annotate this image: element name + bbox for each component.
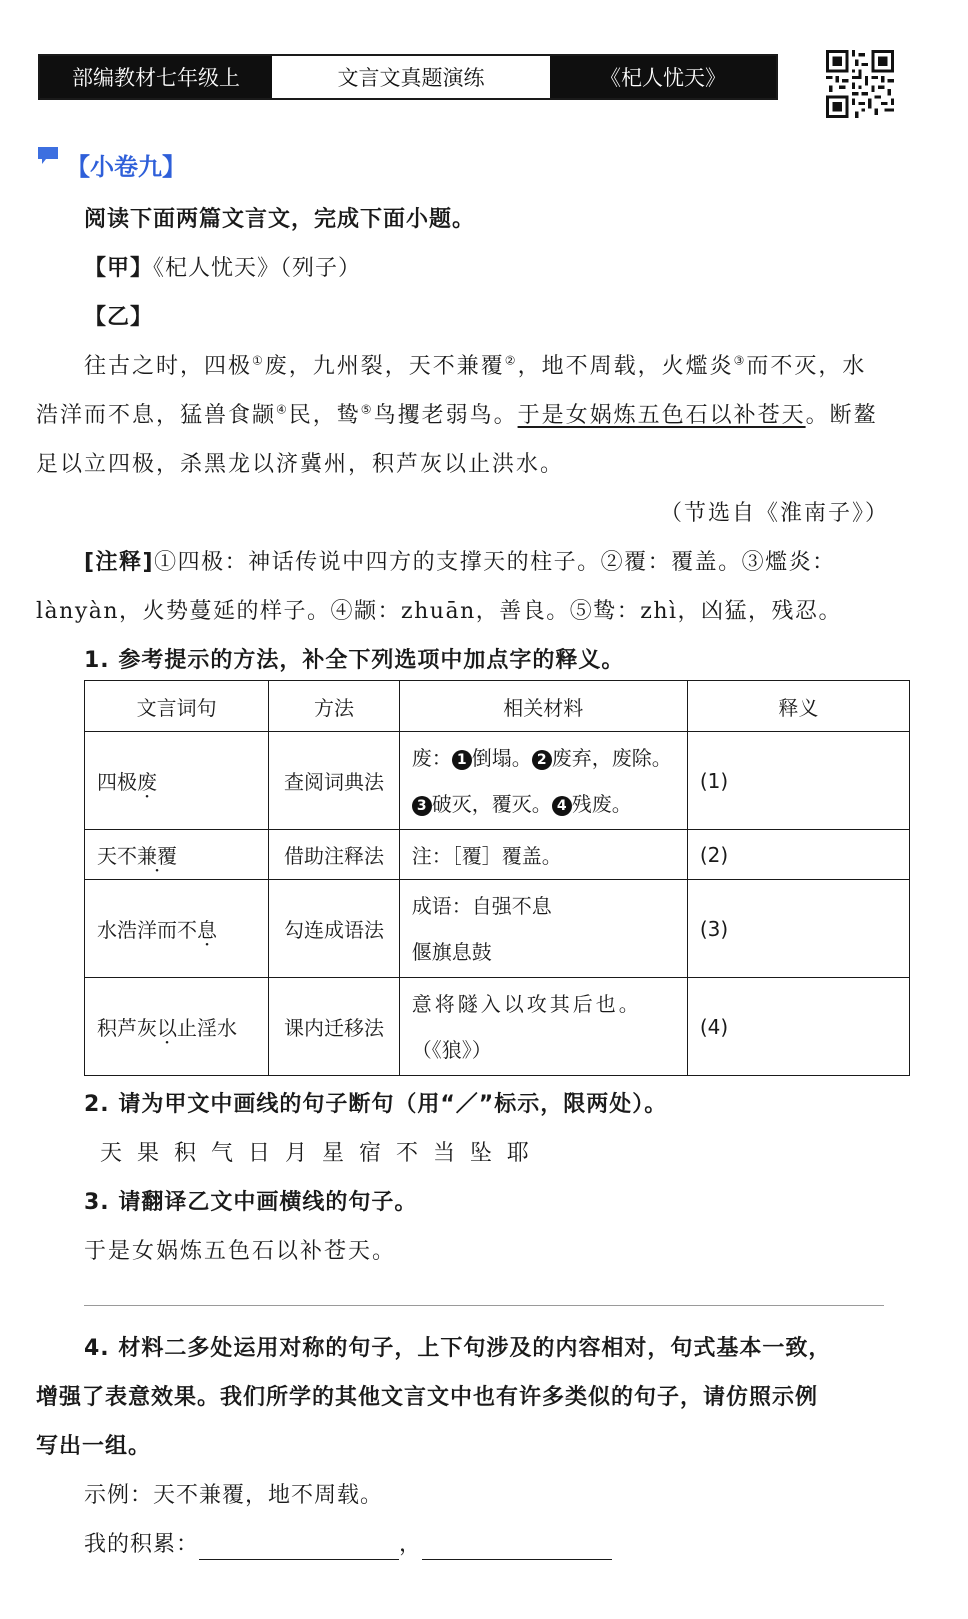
passage-line-2: 浩洋而不息，猛兽食颛④民，鸷⑤鸟攫老弱鸟。于是女娲炼五色石以补苍天。断鳌 — [36, 402, 878, 428]
qr-code-icon — [826, 50, 894, 118]
answer-blank-1[interactable] — [199, 1534, 399, 1560]
q2-prompt: 2. 请为甲文中画线的句子断句（用“／”标示，限两处）。 — [84, 1092, 668, 1117]
phrase-cell: 天不兼覆 — [85, 830, 269, 880]
q2-sentence: 天 果 积 气 日 月 星 宿 不 当 坠 耶 — [100, 1141, 533, 1166]
instruction: 阅读下面两篇文言文，完成下面小题。 — [84, 207, 476, 232]
q4-line-2: 增强了表意效果。我们所学的其他文言文中也有许多类似的句子，请仿照示例 — [36, 1385, 819, 1410]
phrase-cell: 水浩洋而不息 — [85, 880, 269, 978]
method-cell: 查阅词典法 — [269, 732, 400, 830]
header-lesson: 《杞人忧天》 — [550, 56, 776, 98]
material-cell: 成语：自强不息 偃旗息鼓 — [399, 880, 687, 978]
underlined-sentence: 于是女娲炼五色石以补苍天 — [517, 403, 806, 428]
q1-prompt: 1. 参考提示的方法，补全下列选项中加点字的释义。 — [84, 648, 625, 673]
q4-answer-row: 我的积累： ， — [84, 1527, 612, 1560]
answer-blank[interactable]: (2) — [687, 830, 909, 880]
q4-example: 示例：天不兼覆，地不周载。 — [84, 1483, 384, 1508]
passage-jia-title: 《杞人忧天》（列子） — [153, 256, 362, 281]
notes-label: [注释] — [84, 550, 155, 575]
phrase-cell: 四极废 — [85, 732, 269, 830]
passage-yi-tag: 【乙】 — [84, 305, 154, 330]
table-row — [85, 830, 910, 880]
q4-line-1: 4. 材料二多处运用对称的句子，上下句涉及的内容相对，句式基本一致， — [84, 1336, 832, 1361]
answer-blank[interactable]: (1) — [687, 732, 909, 830]
header-topic: 文言文真题演练 — [272, 56, 550, 98]
passage-line-1: 往古之时，四极①废，九州裂，天不兼覆②，地不周载，火爁炎③而不灭，水 — [84, 353, 867, 379]
passage-line-3: 足以立四极，杀黑龙以济冀州，积芦灰以止洪水。 — [36, 452, 565, 477]
q4-line-3: 写出一组。 — [36, 1434, 152, 1459]
material-cell: 意将隧入以攻其后也。 （《狼》） — [399, 978, 687, 1076]
table-header: 方法 — [269, 681, 400, 732]
method-cell: 课内迁移法 — [269, 978, 400, 1076]
material-cell: 废： 1 倒塌。 2 废弃，废除。 3 破灭，覆灭。 4 残废。 — [399, 732, 687, 830]
answer-line[interactable] — [84, 1305, 884, 1306]
q3-prompt: 3. 请翻译乙文中画横线的句子。 — [84, 1190, 418, 1215]
section-title: 【小卷九】 — [66, 153, 186, 181]
q3-sentence: 于是女娲炼五色石以补苍天。 — [84, 1239, 397, 1264]
q4-mine-label: 我的积累： — [84, 1532, 200, 1557]
table-row — [85, 978, 910, 1076]
table-header-row — [85, 681, 910, 732]
answer-blank[interactable]: (3) — [687, 880, 909, 978]
table-header: 相关材料 — [399, 681, 687, 732]
method-cell: 勾连成语法 — [269, 880, 400, 978]
table-header: 文言词句 — [85, 681, 269, 732]
passage-source: （节选自《淮南子》） — [660, 501, 890, 526]
phrase-cell: 积芦灰以止淫水 — [85, 978, 269, 1076]
passage-jia — [84, 251, 361, 282]
method-cell: 借助注释法 — [269, 830, 400, 880]
answer-blank-2[interactable] — [422, 1534, 612, 1560]
material-cell: 注：［覆］覆盖。 — [399, 830, 687, 880]
notes-line-1: [注释]①四极：神话传说中四方的支撑天的柱子。②覆：覆盖。③爁炎： — [84, 550, 836, 575]
header-textbook: 部编教材七年级上 — [40, 56, 272, 98]
vocab-table — [84, 680, 910, 1076]
passage-jia-tag: 【甲】 — [84, 256, 154, 281]
table-row — [85, 880, 910, 978]
answer-blank[interactable]: (4) — [687, 978, 909, 1076]
notes-line-2: lànyàn，火势蔓延的样子。④颛：zhuān，善良。⑤鸷：zhì，凶猛，残忍。 — [36, 599, 843, 624]
header-bar — [38, 54, 778, 100]
table-row — [85, 732, 910, 830]
table-header: 释义 — [687, 681, 909, 732]
bookmark-icon — [36, 146, 60, 166]
